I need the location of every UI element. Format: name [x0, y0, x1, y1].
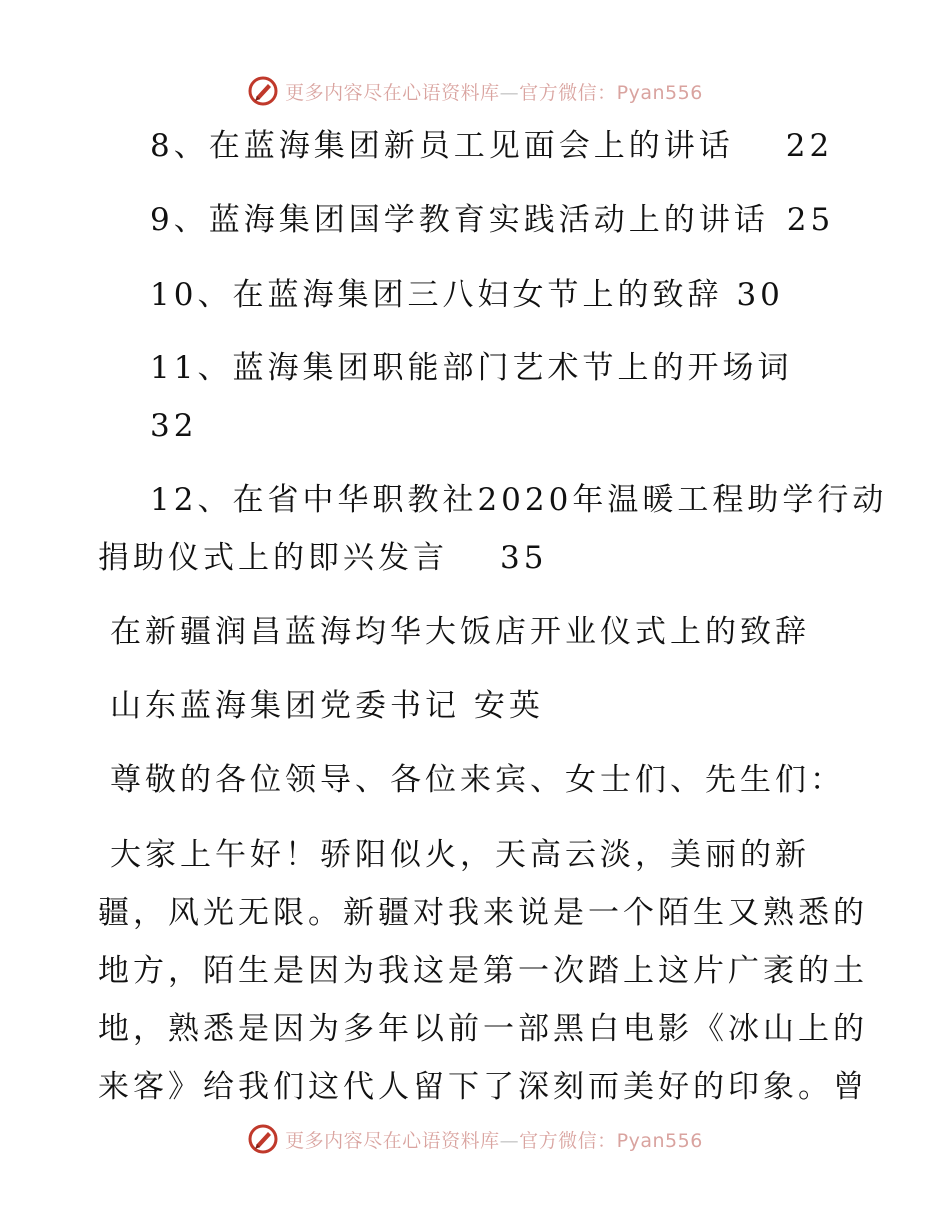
- toc-entry-12: [150, 480, 887, 520]
- article-body-line: 来客》给我们这代人留下了深刻而美好的印象。曾: [98, 1069, 868, 1105]
- watermark-header: [0, 71, 950, 111]
- watermark-dash: —: [499, 81, 520, 104]
- toc-entry-title: 8、在蓝海集团新员工见面会上的讲话: [150, 128, 734, 164]
- watermark-side-text: 官方微信：Pyan556: [519, 81, 703, 104]
- watermark-main-text: 更多内容尽在心语资料库: [285, 81, 500, 104]
- watermark-footer: [0, 1119, 950, 1159]
- toc-entry-title-line1: 12、在省中华职教社2020年温暖工程助学行动: [150, 482, 888, 518]
- watermark-text: [285, 1126, 703, 1153]
- pen-seal-logo-icon: [247, 1123, 279, 1155]
- article-heading: 在新疆润昌蓝海均华大饭店开业仪式上的致辞: [110, 614, 810, 650]
- toc-entry-title: 10、在蓝海集团三八妇女节上的致辞: [150, 277, 723, 313]
- watermark-side-text: 官方微信：Pyan556: [519, 1129, 703, 1152]
- toc-entry-title: 9、蓝海集团国学教育实践活动上的讲话: [150, 202, 769, 238]
- toc-entry-title-line2: 捐助仪式上的即兴发言: [98, 540, 448, 576]
- toc-entry-page: 32: [150, 408, 198, 444]
- article-body-line: 疆，风光无限。新疆对我来说是一个陌生又熟悉的: [98, 895, 868, 931]
- article-body-line: 大家上午好！骄阳似火，天高云淡，美丽的新: [110, 837, 810, 873]
- article-body-line: 地方，陌生是因为我这是第一次踏上这片广袤的土: [98, 953, 868, 989]
- toc-entry-11: [150, 348, 792, 388]
- toc-entry-11-page: [150, 406, 197, 446]
- toc-entry-page: 30: [736, 277, 784, 313]
- watermark-main-text: 更多内容尽在心语资料库: [285, 1129, 500, 1152]
- toc-entry-title: 11、蓝海集团职能部门艺术节上的开场词: [150, 350, 793, 386]
- toc-entry-8: [150, 126, 833, 166]
- watermark-dash: —: [499, 1129, 520, 1152]
- article-body-line: 地，熟悉是因为多年以前一部黑白电影《冰山上的: [98, 1011, 868, 1047]
- pen-seal-logo-icon: [247, 75, 279, 107]
- watermark-text: [285, 78, 703, 105]
- toc-entry-page: 25: [786, 202, 835, 238]
- toc-entry-page: 22: [785, 128, 834, 164]
- toc-entry-12-cont: [98, 538, 547, 578]
- toc-entry-9: [150, 200, 834, 240]
- toc-entry-10: [150, 275, 784, 315]
- toc-entry-page: 35: [500, 540, 548, 576]
- article-author: 山东蓝海集团党委书记 安英: [110, 688, 544, 724]
- article-salutation: 尊敬的各位领导、各位来宾、女士们、先生们：: [110, 762, 845, 798]
